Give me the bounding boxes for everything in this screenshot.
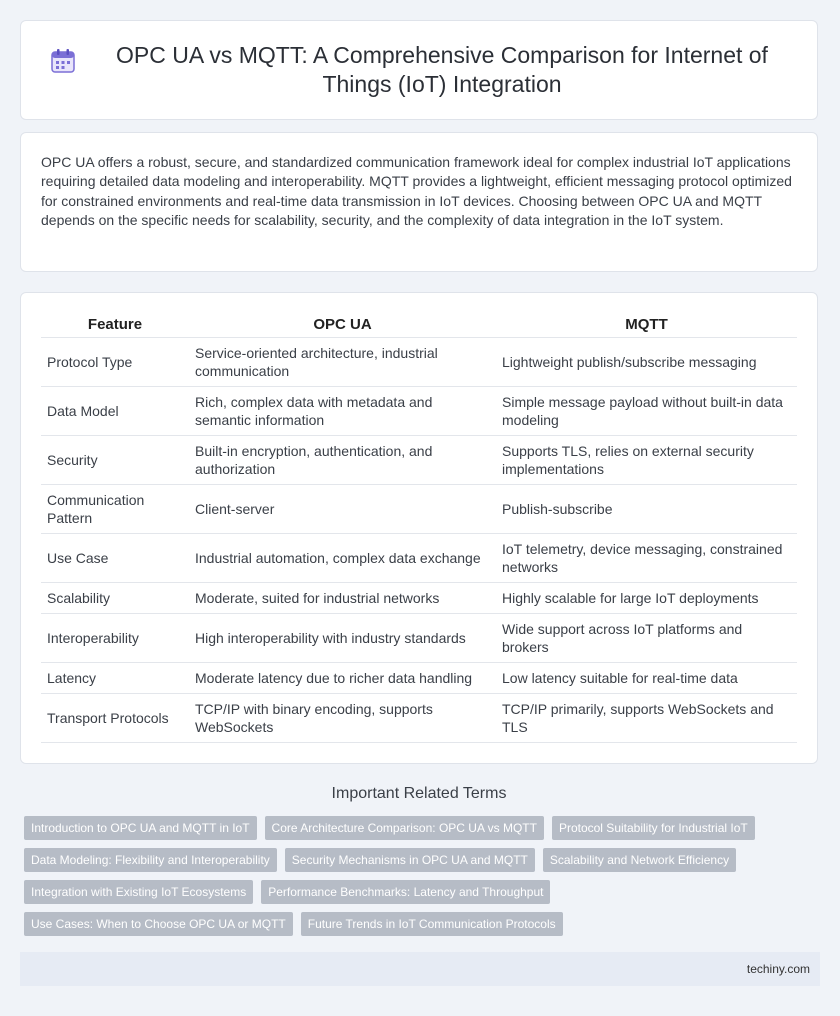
table-row — [41, 694, 797, 743]
table-row — [41, 387, 797, 436]
table-row — [41, 485, 797, 534]
table-header-row — [41, 311, 797, 338]
opc-ua-cell: Service-oriented architecture, industrial communication — [189, 338, 496, 387]
footer — [20, 952, 820, 986]
related-term-tag[interactable]: Protocol Suitability for Industrial IoT — [552, 816, 755, 840]
feature-cell: Interoperability — [41, 614, 189, 663]
mqtt-cell: Lightweight publish/subscribe messaging — [496, 338, 797, 387]
mqtt-cell: Low latency suitable for real-time data — [496, 663, 797, 694]
mqtt-cell: Highly scalable for large IoT deployments — [496, 583, 797, 614]
intro-card — [20, 132, 818, 272]
page-title: OPC UA vs MQTT: A Comprehensive Comparison for Internet of Things (IoT) Integration — [116, 42, 768, 97]
mqtt-cell: Simple message payload without built-in data modeling — [496, 387, 797, 436]
related-term-tag[interactable]: Data Modeling: Flexibility and Interoperability — [24, 848, 277, 872]
mqtt-cell: IoT telemetry, device messaging, constrained networks — [496, 534, 797, 583]
column-header-feature: Feature — [41, 311, 189, 338]
opc-ua-cell: Moderate, suited for industrial networks — [189, 583, 496, 614]
feature-cell: Transport Protocols — [41, 694, 189, 743]
related-terms-title: Important Related Terms — [331, 785, 507, 802]
feature-cell: Protocol Type — [41, 338, 189, 387]
mqtt-cell: TCP/IP primarily, supports WebSockets and TLS — [496, 694, 797, 743]
table-row — [41, 436, 797, 485]
title-wrap — [49, 41, 789, 99]
opc-ua-cell: Built-in encryption, authentication, and authorization — [189, 436, 496, 485]
feature-cell: Data Model — [41, 387, 189, 436]
table-row — [41, 614, 797, 663]
related-term-tag[interactable]: Performance Benchmarks: Latency and Throughput — [261, 880, 550, 904]
related-terms-section — [20, 784, 818, 936]
related-term-tag[interactable]: Use Cases: When to Choose OPC UA or MQTT — [24, 912, 293, 936]
feature-cell: Use Case — [41, 534, 189, 583]
opc-ua-cell: Rich, complex data with metadata and semantic information — [189, 387, 496, 436]
opc-ua-cell: Client-server — [189, 485, 496, 534]
related-terms-tags — [20, 816, 818, 936]
comparison-table-card — [20, 292, 818, 764]
footer-site-link[interactable]: techiny.com — [746, 962, 810, 976]
comparison-table — [41, 311, 797, 743]
table-row — [41, 534, 797, 583]
feature-cell: Latency — [41, 663, 189, 694]
opc-ua-cell: Moderate latency due to richer data handling — [189, 663, 496, 694]
opc-ua-cell: High interoperability with industry standards — [189, 614, 496, 663]
header-card — [20, 20, 818, 120]
intro-text: OPC UA offers a robust, secure, and standardized communication framework ideal for complex industrial IoT applications requiring detailed data modeling and interoperability. MQTT provides a lightweight, efficient messaging protocol optimized for constrained environments and real-time data transmission in IoT devices. Choosing between OPC UA and MQTT depends on the specific needs for scalability, security, and the complexity of data integration in the IoT system. — [41, 154, 792, 228]
feature-cell: Scalability — [41, 583, 189, 614]
mqtt-cell: Publish-subscribe — [496, 485, 797, 534]
opc-ua-cell: TCP/IP with binary encoding, supports WebSockets — [189, 694, 496, 743]
related-term-tag[interactable]: Future Trends in IoT Communication Protocols — [301, 912, 563, 936]
table-row — [41, 338, 797, 387]
feature-cell: Communication Pattern — [41, 485, 189, 534]
related-term-tag[interactable]: Core Architecture Comparison: OPC UA vs MQTT — [265, 816, 544, 840]
mqtt-cell: Wide support across IoT platforms and brokers — [496, 614, 797, 663]
related-term-tag[interactable]: Security Mechanisms in OPC UA and MQTT — [285, 848, 535, 872]
column-header-opc-ua: OPC UA — [189, 311, 496, 338]
mqtt-cell: Supports TLS, relies on external security implementations — [496, 436, 797, 485]
opc-ua-cell: Industrial automation, complex data exchange — [189, 534, 496, 583]
table-row — [41, 583, 797, 614]
related-term-tag[interactable]: Scalability and Network Efficiency — [543, 848, 736, 872]
table-row — [41, 663, 797, 694]
calendar-icon — [49, 47, 77, 75]
feature-cell: Security — [41, 436, 189, 485]
column-header-mqtt: MQTT — [496, 311, 797, 338]
related-term-tag[interactable]: Integration with Existing IoT Ecosystems — [24, 880, 253, 904]
related-term-tag[interactable]: Introduction to OPC UA and MQTT in IoT — [24, 816, 257, 840]
